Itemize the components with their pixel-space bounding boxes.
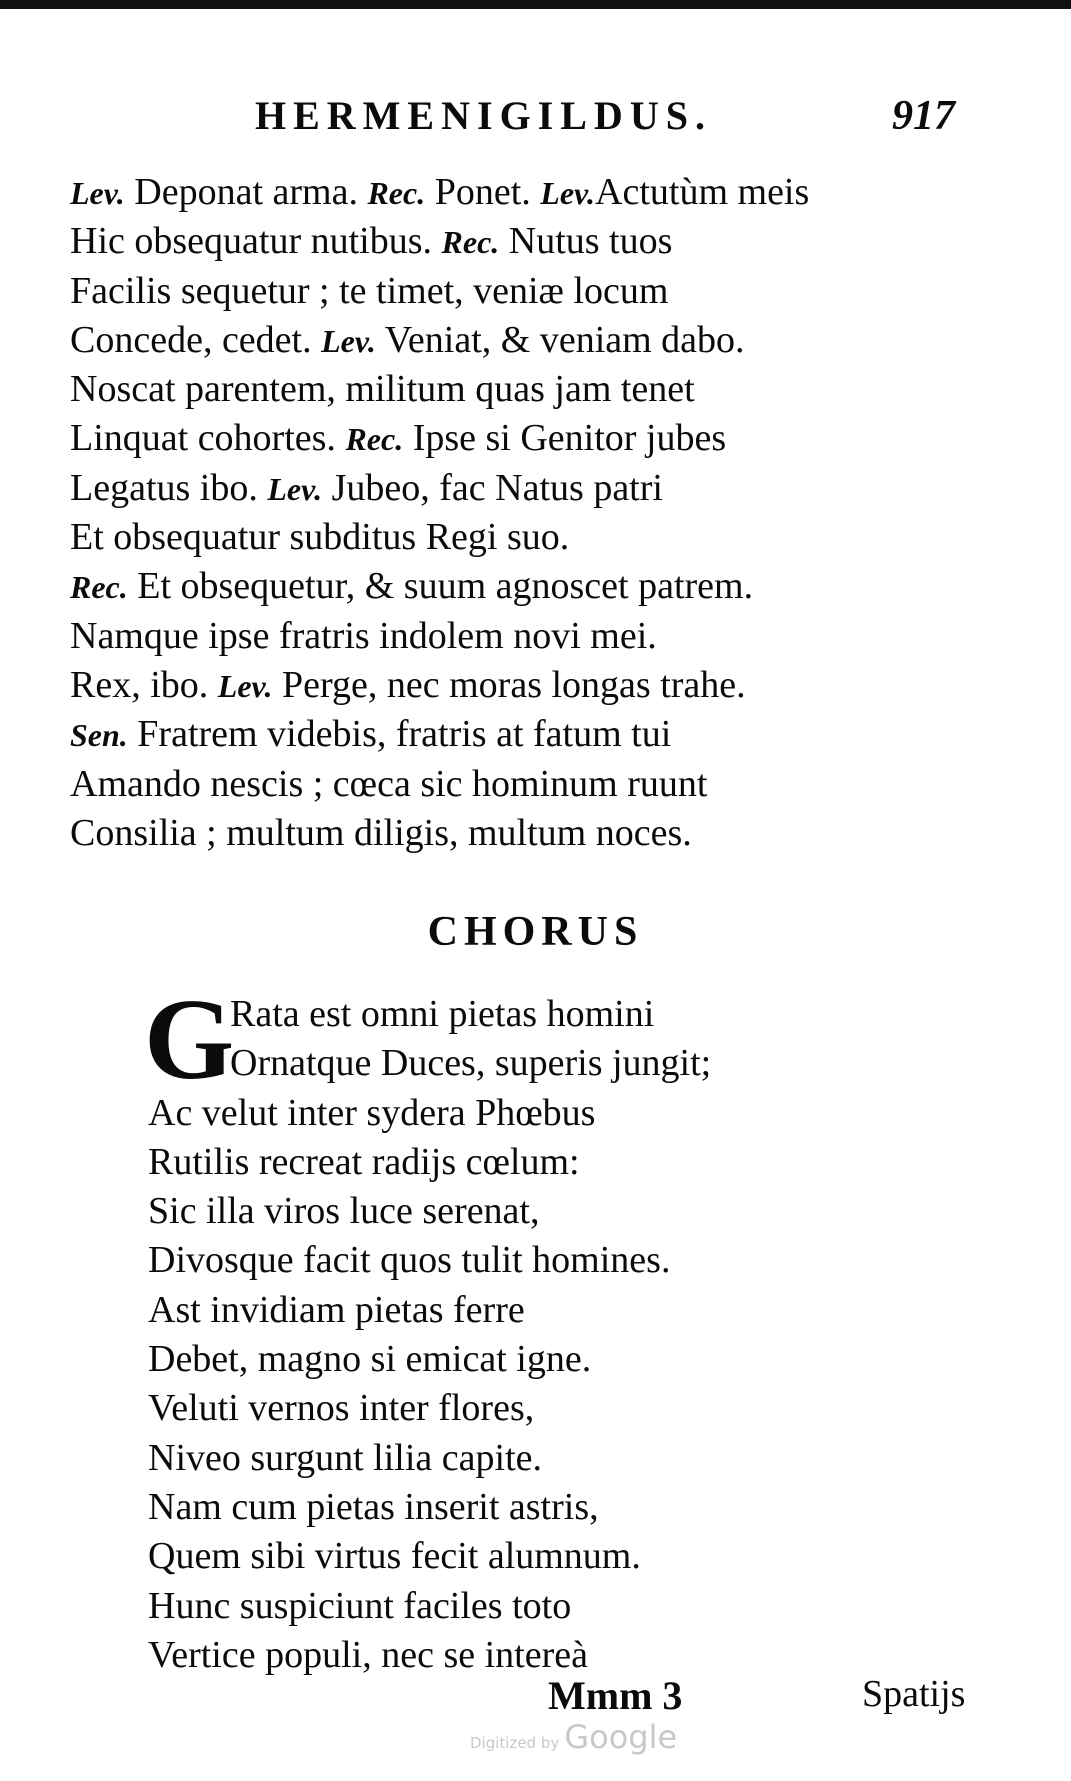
verse-line	[70, 414, 1010, 463]
speaker-label: Lev.	[321, 322, 376, 359]
catchword: Spatijs	[862, 1673, 966, 1715]
watermark-logo: Google	[564, 1718, 678, 1756]
chorus-line: Divosque facit quos tulit homines.	[148, 1239, 671, 1282]
chorus-line: Ac velut inter sydera Phœbus	[148, 1091, 596, 1134]
chorus-line: Debet, magno si emicat igne.	[148, 1338, 592, 1381]
verse-text: Linquat cohortes.	[70, 417, 346, 460]
chorus-heading: CHORUS	[427, 909, 644, 955]
speaker-label: Sen.	[70, 717, 128, 754]
verse-text: Legatus ibo.	[70, 466, 268, 509]
drop-cap: G	[144, 976, 235, 1104]
verse-line	[70, 365, 1010, 414]
speaker-label: Rec.	[367, 175, 426, 211]
verse-text: Namque ipse fratris indolem novi mei.	[70, 614, 657, 657]
verse-text: Perge, nec moras longas trahe.	[272, 663, 746, 706]
verse-text: Fratrem videbis, fratris at fatum tui	[127, 713, 672, 756]
running-title: HERMENIGILDUS.	[255, 93, 712, 138]
verse-text: Veniat, & veniam dabo.	[375, 318, 745, 361]
verse-line	[70, 562, 1010, 611]
verse-line	[70, 661, 1010, 710]
digitized-watermark	[470, 1718, 677, 1756]
verse-text: Hic obsequatur nutibus.	[70, 220, 442, 263]
speaker-label: Lev.	[267, 470, 323, 507]
verse-text: Concede, cedet.	[70, 318, 322, 361]
verse-text: Rex, ibo.	[70, 663, 218, 706]
verse-text: Actutùm meis	[595, 171, 810, 213]
verse-text: Et obsequetur, & suum agnoscet patrem.	[127, 565, 754, 608]
top-edge-rule	[0, 0, 1071, 9]
page-number: 917	[892, 93, 955, 139]
speaker-label: Lev.	[540, 175, 596, 211]
speaker-label: Rec.	[345, 421, 404, 458]
verse-text: Amando nescis ; cœca sic hominum ruunt	[70, 762, 708, 805]
speaker-label: Lev.	[70, 175, 125, 211]
watermark-prefix: Digitized by	[470, 1734, 560, 1752]
chorus-line: Rata est omni pietas homini	[230, 993, 655, 1035]
verse-line	[70, 513, 1010, 562]
chorus-line: Ast invidiam pietas ferre	[148, 1288, 525, 1331]
chorus-line: Hunc suspiciunt faciles toto	[148, 1584, 572, 1627]
verse-text: Et obsequatur subditus Regi suo.	[70, 516, 570, 559]
chorus-line: Vertice populi, nec se intereà	[148, 1633, 588, 1676]
verse-text: Deponat arma.	[124, 171, 368, 213]
verse-text: Nutus tuos	[499, 220, 673, 263]
chorus-line: Veluti vernos inter flores,	[148, 1387, 535, 1430]
verse-text: Jubeo, fac Natus patri	[322, 466, 663, 509]
verse-text: Facilis sequetur ; te timet, veniæ locum	[70, 269, 669, 312]
verse-line	[70, 464, 1010, 513]
verse-text: Noscat parentem, militum quas jam tenet	[70, 368, 695, 411]
speaker-label: Lev.	[217, 667, 273, 704]
verse-line	[70, 267, 1010, 316]
chorus-line: Rutilis recreat radijs cœlum:	[148, 1140, 580, 1183]
dialogue-block	[70, 168, 1010, 858]
chorus-verse	[148, 990, 1008, 1680]
chorus-line: Sic illa viros luce serenat,	[148, 1190, 540, 1233]
verse-text: Ponet.	[425, 171, 541, 213]
verse-text: Consilia ; multum diligis, multum noces.	[70, 811, 692, 854]
verse-line	[70, 760, 1010, 809]
verse-line	[70, 710, 1010, 759]
speaker-label: Rec.	[70, 569, 128, 606]
chorus-line: Niveo surgunt lilia capite.	[148, 1436, 542, 1479]
signature-mark: Mmm 3	[548, 1673, 683, 1718]
verse-line	[70, 809, 1010, 858]
verse-text: Ipse si Genitor jubes	[403, 417, 727, 460]
verse-line	[70, 612, 1010, 661]
verse-line	[70, 168, 1010, 217]
chorus-line: Ornatque Duces, superis jungit;	[230, 1042, 712, 1085]
speaker-label: Rec.	[441, 224, 500, 261]
verse-line	[70, 217, 1010, 266]
chorus-line: Nam cum pietas inserit astris,	[148, 1485, 599, 1528]
chorus-line: Quem sibi virtus fecit alumnum.	[148, 1535, 641, 1578]
verse-line	[70, 316, 1010, 365]
